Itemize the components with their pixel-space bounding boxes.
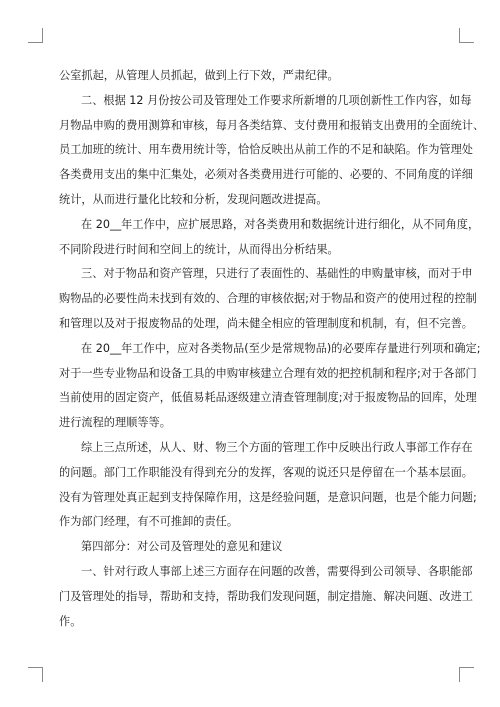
text-line: 没有为管理处真正起到支持保障作用，这是经验问题，是意识问题，也是个能力问题; bbox=[59, 490, 477, 504]
text-line: 综上三点所述，从人、财、物三个方面的管理工作中反映出行政人事部工作存在 bbox=[81, 440, 473, 454]
paragraph-suggestions bbox=[59, 560, 473, 634]
text-line: 的问题。部门工作职能没有得到充分的发挥，客观的说还只是停留在一个基本层面。 bbox=[59, 465, 473, 479]
section-heading bbox=[59, 535, 443, 560]
text-line: 统计，从而进行量化比较和分析，发现问题改进提高。 bbox=[59, 192, 328, 206]
paragraph-asset-plan bbox=[59, 337, 481, 436]
paragraph-cost-statistics bbox=[59, 89, 485, 213]
text-line: 作。 bbox=[59, 614, 82, 628]
text-line: 在 20__年工作中，应对各类物品(至少是常规物品)的必要库存量进行列项和确定; bbox=[81, 341, 481, 355]
document-body bbox=[59, 64, 485, 634]
paragraph-continuation bbox=[59, 64, 443, 89]
crop-mark-bottom-right bbox=[459, 667, 474, 682]
crop-mark-bottom-left bbox=[28, 667, 43, 682]
crop-mark-top-right bbox=[459, 28, 474, 43]
crop-mark-top-left bbox=[28, 28, 43, 43]
text-line: 在 20__年工作中，应扩展思路，对各类费用和数据统计进行细化，从不同角度， bbox=[81, 217, 480, 231]
text-line: 门及管理处的指导，帮助和支持，帮助我们发现问题，制定措施、解决问题、改进工 bbox=[59, 589, 473, 603]
text-line: 各类费用支出的集中汇集处，必须对各类费用进行可能的、必要的、不同角度的详细 bbox=[59, 168, 473, 182]
paragraph-summary bbox=[59, 436, 477, 535]
text-line: 不同阶段进行时间和空间上的统计，从而得出分析结果。 bbox=[59, 242, 339, 256]
text-line: 作为部门经理，有不可推卸的责任。 bbox=[59, 515, 239, 529]
text-line: 第四部分：对公司及管理处的意见和建议 bbox=[81, 540, 283, 554]
text-line: 三、对于物品和资产管理，只进行了表面性的、基础性的申购量审核，而对于申 bbox=[81, 267, 473, 281]
paragraph-asset-management bbox=[59, 262, 477, 336]
text-line: 公室抓起，从管理人员抓起，做到上行下效，严肃纪律。 bbox=[59, 69, 339, 82]
text-line: 购物品的必要性尚未找到有效的、合理的审核依据;对于物品和资产的使用过程的控制 bbox=[59, 292, 477, 306]
text-line: 当前使用的固定资产，低值易耗品逐级建立清查管理制度;对于报废物品的回库，处理 bbox=[59, 391, 477, 405]
text-line: 二、根据 12 月份按公司及管理处工作要求所新增的几项创新性工作内容，如每 bbox=[81, 93, 472, 107]
text-line: 员工加班的统计、用车费用统计等，恰恰反映出从前工作的不足和缺陷。作为管理处 bbox=[59, 143, 473, 157]
text-line: 和管理以及对于报废物品的处理，尚未健全相应的管理制度和机制，有，但不完善。 bbox=[59, 316, 473, 330]
text-line: 进行流程的理顺等等。 bbox=[59, 416, 171, 430]
text-line: 对于一些专业物品和设备工具的申购审核建立合理有效的把控机制和程序;对于各部门 bbox=[59, 366, 477, 380]
paragraph-cost-plan bbox=[59, 213, 480, 263]
text-line: 月物品申购的费用测算和审核，每月各类结算、支付费用和报销支出费用的全面统计、 bbox=[59, 118, 485, 132]
text-line: 一、针对行政人事部上述三方面存在问题的改善，需要得到公司领导、各职能部 bbox=[81, 564, 473, 578]
